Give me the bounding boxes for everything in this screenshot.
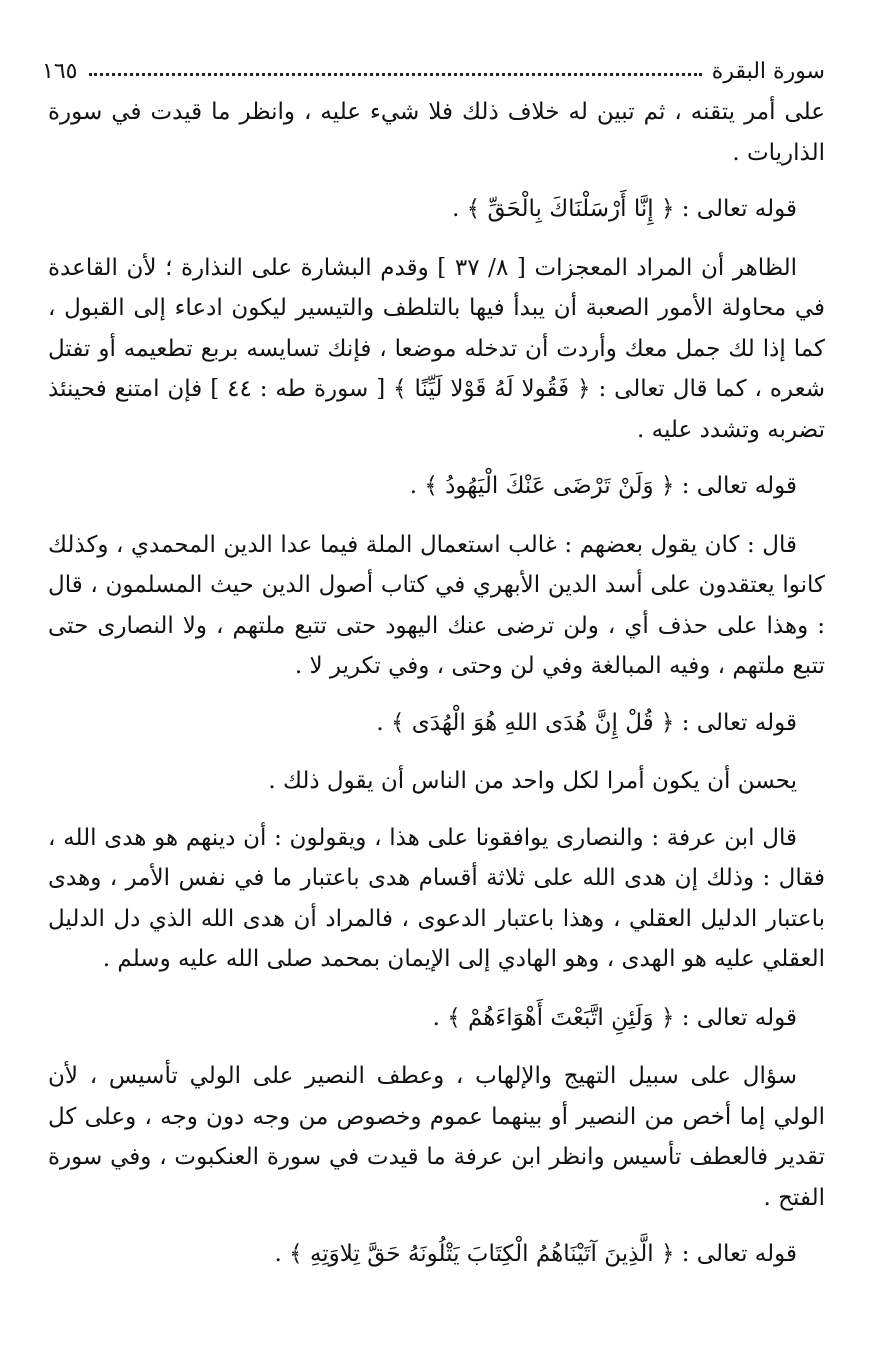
page-number: ١٦٥ xyxy=(42,59,78,84)
body-text xyxy=(48,92,825,1293)
verse-heading: قوله تعالى : ﴿ قُلْ إِنَّ هُدَى اللهِ هُوَ الْهُدَى ﴾ . xyxy=(376,709,797,736)
paragraph: يحسن أن يكون أمرا لكل واحد من الناس أن يقول ذلك . xyxy=(268,768,797,794)
paragraph: قال ابن عرفة : والنصارى يوافقونا على هذا ، ويقولون : أن دينهم هو هدى الله ، فقال : وذلك إن هدى الله على ثلاثة أقسام هدى باعتبار ما في نفس الأمر ، وهدى باعتبار الدليل العقلي ، وهذا باعتبار الدعوى ، فالمراد أن هدى الله الذي دل الدليل العقلي عليه هو الهدى ، وهو الهادي إلى الإيمان بمحمد صلى الله عليه وسلم . xyxy=(48,824,825,972)
verse-heading: قوله تعالى : ﴿ وَلَئِنِ اتَّبَعْتَ أَهْوَاءَهُمْ ﴾ . xyxy=(432,1004,797,1031)
paragraph: الظاهر أن المراد المعجزات [ ٨/ ٣٧ ] وقدم البشارة على النذارة ؛ لأن القاعدة في محاولة الأمور الصعبة أن يبدأ فيها بالتلطف والتيسير ليكون ادعاء إلى القبول ، كما إذا لك جمل معك وأردت أن تدخله موضعا ، فإنك تسايسه بربع تطعيمه أو تفتل شعره ، كما قال تعالى : ﴿ فَقُولا لَهُ قَوْلا لَيِّنًا ﴾ [ سورة طه : ٤٤ ] فإن امتنع فحينئذ تضربه وتشدد عليه . xyxy=(48,254,825,443)
paragraph: سؤال على سبيل التهيج والإلهاب ، وعطف النصير على الولي تأسيس ، لأن الولي إما أخص من النصير أو بينهما عموم وخصوص من وجه دون وجه ، وعلى كل تقدير فالعطف تأسيس وانظر ابن عرفة ما قيدت في سورة العنكبوت ، وفي سورة الفتح . xyxy=(48,1063,825,1211)
paragraph-continued: على أمر يتقنه ، ثم تبين له خلاف ذلك فلا شيء عليه ، وانظر ما قيدت في سورة الذاريات . xyxy=(48,99,825,166)
paragraph: قال : كان يقول بعضهم : غالب استعمال الملة فيما عدا الدين المحمدي ، وكذلك كانوا يعتقدون على أسد الدين الأبهري في كتاب أصول الدين حيث المسلمون ، قال : وهذا على حذف أي ، ولن ترضى عنك اليهود حتى تتبع ملتهم ، ولا النصارى حتى تتبع ملتهم ، وفيه المبالغة وفي لن وحتى ، وفي تكرير لا . xyxy=(48,531,825,679)
verse-heading: قوله تعالى : ﴿ الَّذِينَ آتَيْنَاهُمُ الْكِتَابَ يَتْلُونَهُ حَقَّ تِلاوَتِهِ ﴾ . xyxy=(274,1241,797,1267)
verse-heading: قوله تعالى : ﴿ وَلَنْ تَرْضَى عَنْكَ الْيَهُودُ ﴾ . xyxy=(409,473,797,499)
surah-title: سورة البقرة xyxy=(711,59,825,84)
running-head xyxy=(42,50,825,84)
verse-heading: قوله تعالى : ﴿ إِنَّا أَرْسَلْنَاكَ بِالْحَقِّ ﴾ . xyxy=(452,196,797,222)
dotted-leader xyxy=(89,73,701,76)
